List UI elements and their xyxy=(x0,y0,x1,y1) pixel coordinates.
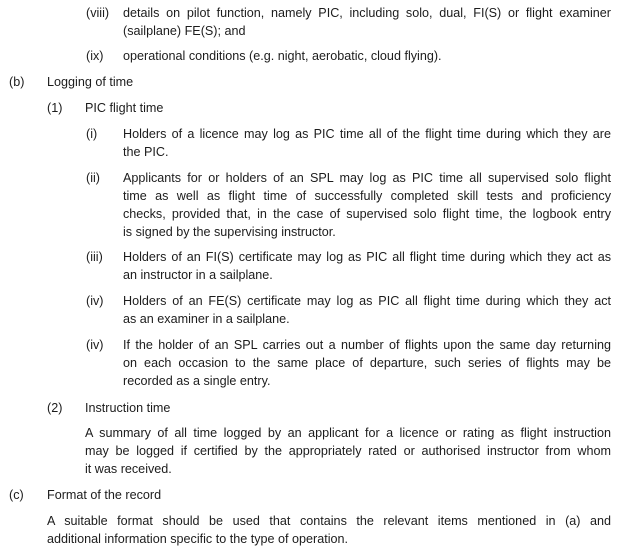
text-line: details on pilot function, namely PIC, including solo, dual, FI(S) or flight examiner xyxy=(123,6,611,20)
text-line: checks, provided that, in the case of supervised solo flight time, the logbook entry xyxy=(123,207,611,221)
item-label-ix: (ix) xyxy=(86,49,104,63)
entry-text-ii xyxy=(123,169,611,241)
format-record-text xyxy=(47,512,611,548)
text-line: Applicants for or holders of an SPL may log as PIC time all supervised solo flight xyxy=(123,171,611,185)
entry-text-iv-b xyxy=(123,336,611,390)
entry-label-i: (i) xyxy=(86,127,98,141)
entry-label-iii: (iii) xyxy=(86,250,103,264)
subsection-label-1: (1) xyxy=(47,101,63,115)
entry-text-iv-a xyxy=(123,292,611,328)
section-label-c: (c) xyxy=(9,488,24,502)
text-line: is signed by the supervising instructor. xyxy=(123,225,336,239)
text-line: on each occasion to the same place of departure, such series of flights may be xyxy=(123,356,611,370)
subsection-label-2: (2) xyxy=(47,401,63,415)
item-text-ix: operational conditions (e.g. night, aerobatic, cloud flying). xyxy=(123,49,442,63)
text-line: Holders of a licence may log as PIC time all of the flight time during which they are xyxy=(123,127,611,141)
text-line: may be logged if certified by the appropriately rated or authorised instructor from whom xyxy=(85,444,611,458)
subsection-title-2: Instruction time xyxy=(85,401,171,415)
entry-label-iv-a: (iv) xyxy=(86,294,104,308)
text-line: A suitable format should be used that contains the relevant items mentioned in (a) and xyxy=(47,514,611,528)
entry-text-i xyxy=(123,125,611,161)
entry-label-ii: (ii) xyxy=(86,171,100,185)
text-line: (sailplane) FE(S); and xyxy=(123,24,246,38)
text-line: Holders of an FE(S) certificate may log as PIC all flight time during which they act xyxy=(123,294,611,308)
text-line: an instructor in a sailplane. xyxy=(123,268,273,282)
item-label-viii: (viii) xyxy=(86,6,110,20)
item-text-viii xyxy=(123,4,611,40)
text-line: it was received. xyxy=(85,462,172,476)
text-line: If the holder of an SPL carries out a number of flights upon the same day returning xyxy=(123,338,611,352)
text-line: Holders of an FI(S) certificate may log as PIC all flight time during which they act as xyxy=(123,250,611,264)
section-title-b: Logging of time xyxy=(47,75,134,89)
text-line: recorded as a single entry. xyxy=(123,374,271,388)
entry-text-iii xyxy=(123,248,611,284)
instruction-time-text xyxy=(85,424,611,478)
text-line: A summary of all time logged by an applicant for a licence or rating as flight instruction xyxy=(85,426,611,440)
text-line: the PIC. xyxy=(123,145,169,159)
text-line: additional information specific to the type of operation. xyxy=(47,532,349,546)
subsection-title-1: PIC flight time xyxy=(85,101,164,115)
text-line: time as well as flight time of successfully completed skill tests and proficiency xyxy=(123,189,611,203)
section-label-b: (b) xyxy=(9,75,25,89)
entry-label-iv-b: (iv) xyxy=(86,338,104,352)
section-title-c: Format of the record xyxy=(47,488,162,502)
text-line: as an examiner in a sailplane. xyxy=(123,312,290,326)
